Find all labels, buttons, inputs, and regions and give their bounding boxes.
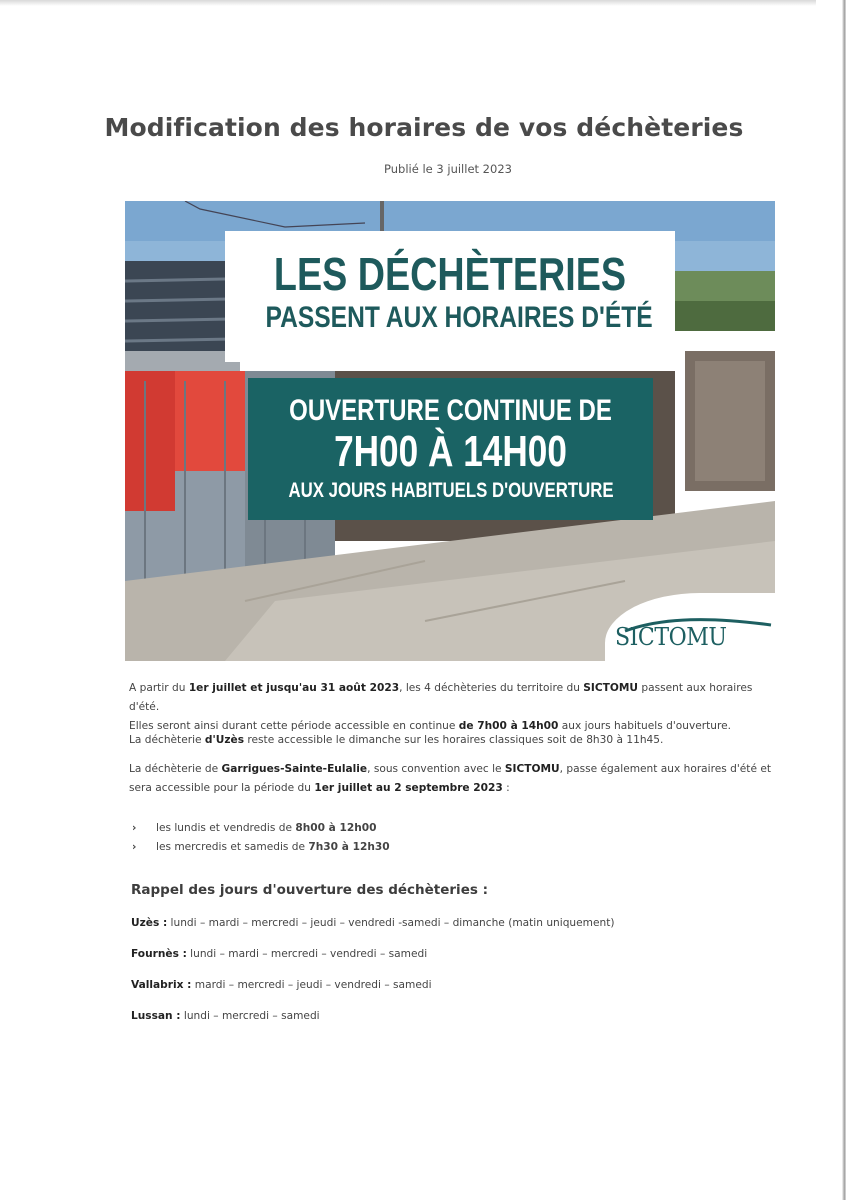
headline-line-2: PASSENT AUX HORAIRES D'ÉTÉ bbox=[265, 301, 653, 334]
hours-banner bbox=[248, 378, 653, 520]
schedule-row-lussan: Lussan : lundi – mercredi – samedi bbox=[131, 1010, 320, 1022]
schedule-heading: Rappel des jours d'ouverture des déchèteries : bbox=[131, 882, 488, 898]
paragraph-garrigues: La déchèterie de Garrigues-Sainte-Eulalie, sous convention avec le SICTOMU, passe également aux horaires d'été et sera accessible pour la période du 1er juillet au 2 septembre 2023 : bbox=[129, 763, 772, 794]
hero-image bbox=[125, 201, 775, 661]
list-item: › les mercredis et samedis de 7h30 à 12h30 bbox=[132, 838, 732, 857]
schedule-row-fournes: Fournès : lundi – mardi – mercredi – vendredi – samedi bbox=[131, 948, 428, 960]
paragraph-uzes-sunday: La déchèterie d'Uzès reste accessible le dimanche sur les horaires classiques soit de 8h30 à 11h45. bbox=[129, 734, 664, 746]
garrigues-hours-list bbox=[132, 819, 732, 857]
hours-banner-line-2: 7H00 À 14H00 bbox=[334, 427, 567, 476]
sictomu-logo: SICTOMU bbox=[615, 623, 727, 651]
hours-banner-line-3: AUX JOURS HABITUELS D'OUVERTURE bbox=[288, 479, 614, 502]
paragraph-summer-hours: A partir du 1er juillet et jusqu'au 31 août 2023, les 4 déchèteries du territoire du SICTOMU passent aux horaires d'été. Elles seront ainsi durant cette période accessible en continue de 7h00 à 14h00 aux jours habituels d'ouverture. bbox=[129, 682, 753, 732]
scan-edge-top bbox=[0, 0, 848, 6]
hours-banner-line-1: OUVERTURE CONTINUE DE bbox=[289, 394, 612, 427]
list-item: › les lundis et vendredis de 8h00 à 12h00 bbox=[132, 819, 732, 838]
headline-line-1: LES DÉCHÈTERIES bbox=[273, 248, 627, 300]
headline-banner bbox=[225, 231, 675, 362]
schedule-row-uzes: Uzès : lundi – mardi – mercredi – jeudi – vendredi -samedi – dimanche (matin uniquement) bbox=[131, 917, 615, 929]
scan-edge-right bbox=[816, 0, 848, 1200]
chevron-right-icon: › bbox=[132, 822, 137, 834]
chevron-right-icon: › bbox=[132, 841, 137, 853]
schedule-row-vallabrix: Vallabrix : mardi – mercredi – jeudi – vendredi – samedi bbox=[131, 979, 432, 991]
publication-date: Publié le 3 juillet 2023 bbox=[384, 162, 512, 176]
page-title: Modification des horaires de vos déchèteries bbox=[104, 113, 744, 142]
